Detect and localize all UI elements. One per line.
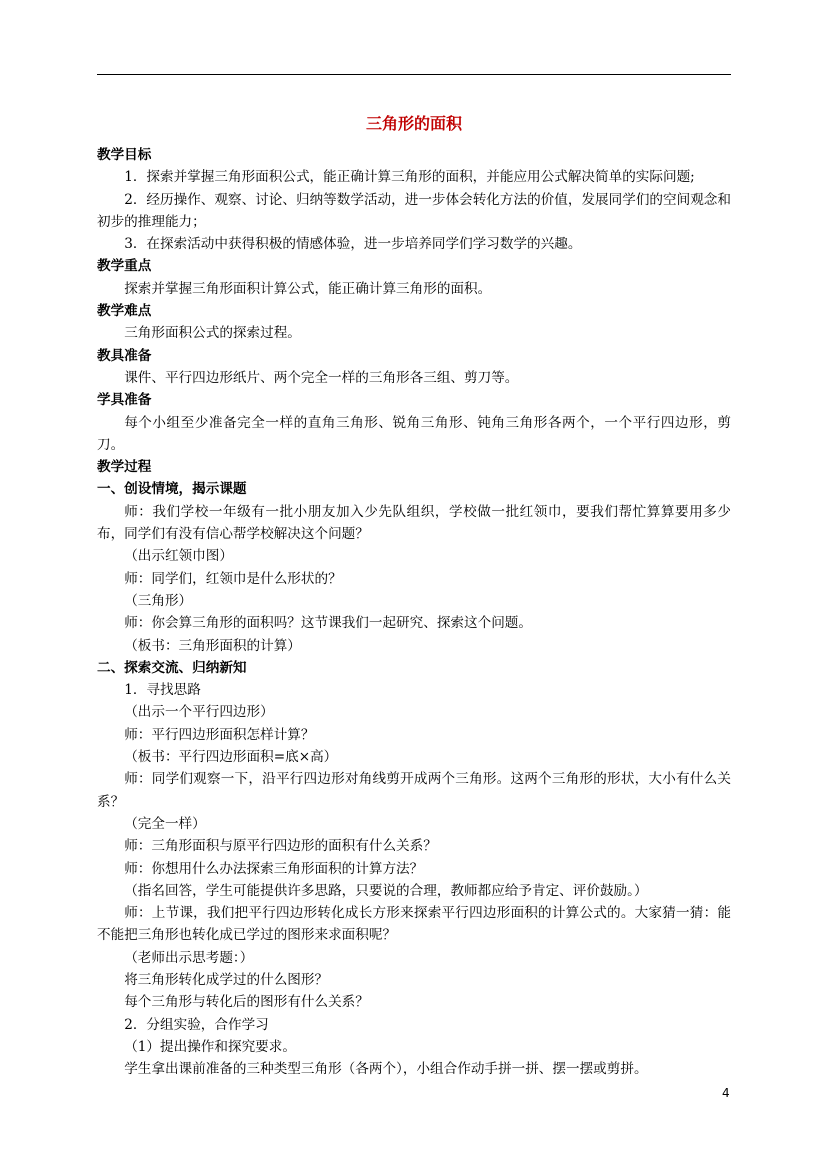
paragraph: 1．寻找思路 (124, 682, 201, 699)
section-heading: 教学难点 (97, 303, 152, 320)
section-heading: 学具准备 (97, 392, 152, 409)
section-heading: 一、创设情境，揭示课题 (97, 481, 247, 498)
page-number: 4 (722, 1086, 730, 1100)
section-heading: 二、探索交流、归纳新知 (97, 659, 247, 676)
paragraph: 将三角形转化成学过的什么图形？ (124, 971, 329, 988)
document-body (97, 144, 731, 1080)
section-heading: 教学过程 (97, 459, 152, 476)
document-title: 三角形的面积 (365, 114, 462, 133)
paragraph: 2．经历操作、观察、讨论、归纳等数学活动，进一步体会转化方法的价值，发展同学们的空间观念和初步的推理能力； (97, 191, 731, 230)
paragraph: 三角形面积公式的探索过程。 (124, 325, 301, 342)
paragraph: 师：平行四边形面积怎样计算？ (124, 726, 315, 743)
paragraph: 师：同学们，红领巾是什么形状的？ (124, 570, 342, 587)
paragraph: 学生拿出课前准备的三种类型三角形（各两个），小组合作动手拼一拼、摆一摆或剪拼。 (124, 1061, 648, 1078)
section-heading: 教学目标 (97, 147, 152, 163)
paragraph: 师：同学们观察一下，沿平行四边形对角线剪开成两个三角形。这两个三角形的形状，大小有什么关系？ (97, 771, 731, 810)
paragraph: 2．分组实验，合作学习 (124, 1016, 269, 1033)
paragraph: 每个小组至少准备完全一样的直角三角形、锐角三角形、钝角三角形各两个，一个平行四边形，剪刀。 (97, 414, 731, 453)
paragraph: （完全一样） (124, 815, 206, 832)
paragraph: （三角形） (124, 592, 193, 609)
section-heading: 教具准备 (97, 347, 152, 364)
paragraph: 师：上节课，我们把平行四边形转化成长方形来探索平行四边形面积的计算公式的。大家猜一猜：能不能把三角形也转化成已学过的图形来求面积呢？ (97, 905, 731, 944)
paragraph: （老师出示思考题：） (124, 949, 254, 966)
paragraph: （板书：三角形面积的计算） (124, 637, 301, 654)
paragraph: 每个三角形与转化后的图形有什么关系？ (124, 994, 369, 1011)
paragraph: 师：你会算三角形的面积吗？这节课我们一起研究、探索这个问题。 (124, 615, 532, 632)
paragraph: （指名回答，学生可能提供许多思路，只要说的合理，教师都应给予肯定、评价鼓励。） (124, 882, 648, 899)
paragraph: 3．在探索活动中获得积极的情感体验，进一步培养同学们学习数学的兴趣。 (124, 236, 582, 253)
paragraph: 1．探索并掌握三角形面积公式，能正确计算三角形的面积，并能应用公式解决简单的实际问题; (124, 169, 695, 186)
paragraph: 师：你想用什么办法探索三角形面积的计算方法？ (124, 860, 424, 877)
paragraph: 探索并掌握三角形面积计算公式，能正确计算三角形的面积。 (124, 280, 492, 297)
header-rule (97, 74, 731, 75)
paragraph: （出示一个平行四边形） (124, 704, 274, 721)
section-heading: 教学重点 (97, 258, 152, 275)
paragraph: （出示红领巾图） (124, 548, 233, 565)
paragraph: 师：我们学校一年级有一批小朋友加入少先队组织，学校做一批红领巾，要我们帮忙算算要用多少布，同学们有没有信心帮学校解决这个问题？ (97, 503, 731, 543)
paragraph: 师：三角形面积与原平行四边形的面积有什么关系？ (124, 838, 437, 855)
paragraph: （板书：平行四边形面积=底×高） (124, 749, 338, 766)
paragraph: 课件、平行四边形纸片、两个完全一样的三角形各三组、剪刀等。 (124, 369, 519, 386)
paragraph: （1）提出操作和探究要求。 (124, 1038, 296, 1055)
